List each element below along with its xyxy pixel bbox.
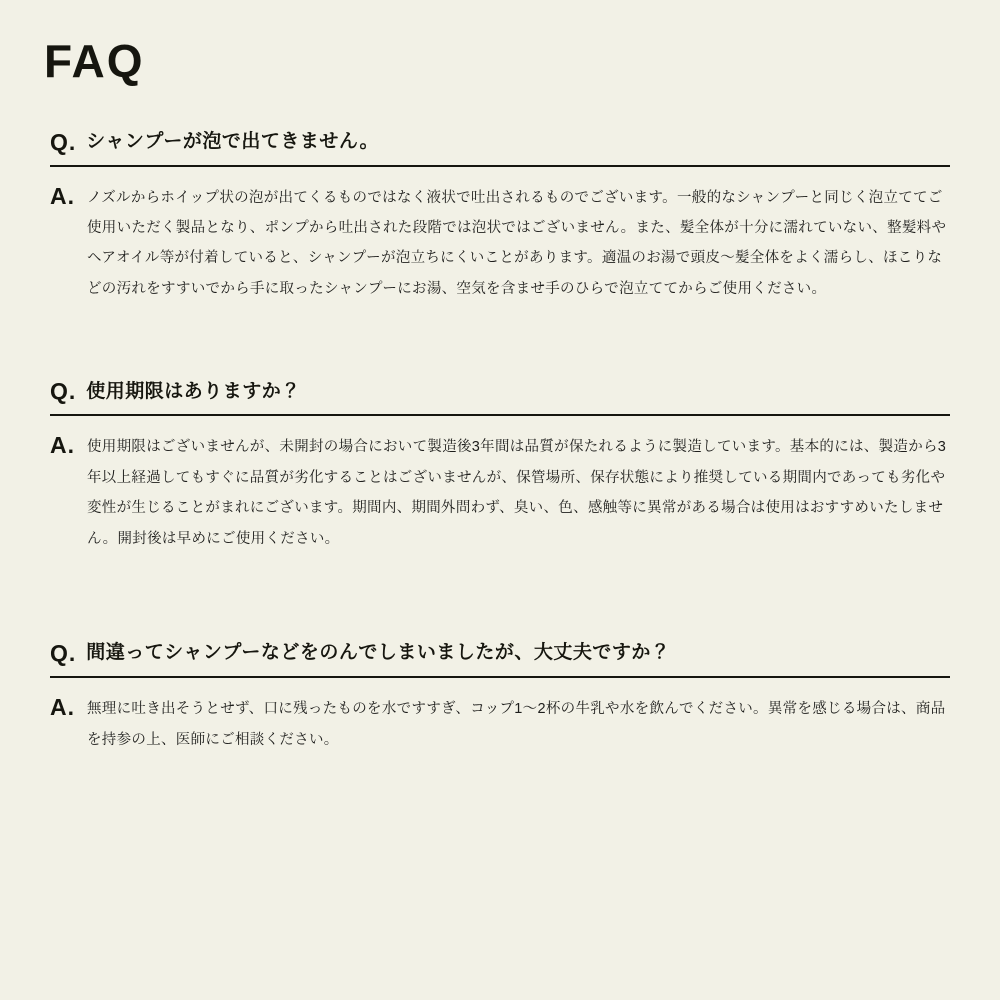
faq-item [50,128,950,305]
faq-answer [50,416,950,554]
answer-marker: A. [50,182,75,209]
faq-answer-text: 無理に吐き出そうとせず、口に残ったものを水ですすぎ、コップ1〜2杯の牛乳や水を飲んでください。異常を感じる場合は、商品を持参の上、医師にご相談ください。 [87,701,946,748]
faq-answer-text: 使用期限はございませんが、未開封の場合において製造後3年間は品質が保たれるように製造しています。基本的には、製造から3年以上経過してもすぐに品質が劣化することはございませんが、保管場所、保存状態により推奨している期間内であっても劣化や変性が生じることがまれにございます。期間内、期間外問わず、臭い、色、感触等に異常がある場合は使用はおすすめいたしません。開封後は早めにご使用ください。 [87,439,947,547]
question-marker: Q. [50,640,77,667]
faq-item [50,380,950,554]
question-marker: Q. [50,378,77,405]
faq-question-text: シャンプーが泡で出てきません。 [86,130,379,152]
faq-question-text: 間違ってシャンプーなどをのんでしまいましたが、大丈夫ですか？ [86,642,671,664]
faq-question-text: 使用期限はありますか？ [86,380,301,402]
faq-item [50,642,950,755]
faq-answer [50,678,950,755]
faq-answer [50,167,950,305]
answer-marker: A. [50,432,75,459]
page-title: FAQ [44,35,145,87]
faq-list [50,128,950,755]
faq-question [50,380,950,416]
answer-marker: A. [50,694,75,721]
faq-answer-text: ノズルからホイップ状の泡が出てくるものではなく液状で吐出されるものでございます。一般的なシャンプーと同じく泡立ててご使用いただく製品となり、ポンプから吐出された段階では泡状ではございません。また、髪全体が十分に濡れていない、整髪料やヘアオイル等が付着していると、シャンプーが泡立ちにくいことがあります。適温のお湯で頭皮〜髪全体をよく濡らし、ほこりなどの汚れをすすいでから手に取ったシャンプーにお湯、空気を含ませ手のひらで泡立ててからご使用ください。 [87,189,947,297]
question-marker: Q. [50,128,77,155]
faq-question [50,128,950,167]
faq-question [50,642,950,678]
